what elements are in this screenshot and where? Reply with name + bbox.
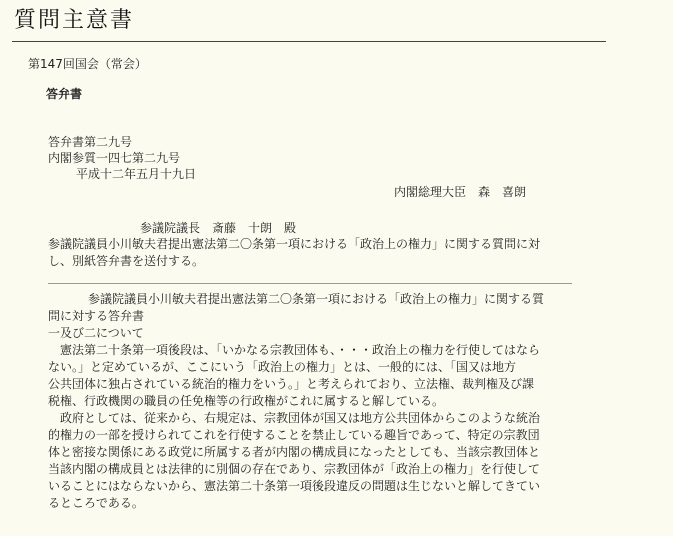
section-label: 一及び二について — [48, 326, 144, 340]
section-divider — [48, 283, 572, 284]
answer-heading-line: 参議院議員小川敏夫君提出憲法第二〇条第一項における「政治上の権力」に関する質 — [88, 292, 545, 306]
paragraph-line: ない。」と定めているが、ここにいう「政治上の権力」とは、一般的には、「国又は地方 — [48, 360, 517, 374]
recipient-line: 参議院議長 斎藤 十朗 殿 — [140, 221, 297, 235]
paragraph-line: 公共団体に独占されている統治的権力をいう。」と考えられており、立法権、裁判権及び課 — [48, 377, 535, 391]
paragraph-line: るところである。 — [48, 496, 144, 510]
paragraph-line: 政府としては、従来から、右規定は、宗教団体が国又は地方公共団体からこのような統治 — [60, 411, 541, 425]
cover-letter-text — [48, 236, 588, 270]
answer-date: 平成十二年五月十九日 — [76, 167, 197, 181]
cabinet-reference-number: 内閣参質一四七第二九号 — [48, 151, 181, 165]
answer-heading-line: 問に対する答弁書 — [48, 309, 145, 323]
title-divider — [12, 41, 606, 42]
sender-prime-minister: 内閣総理大臣 森 喜朗 — [394, 185, 527, 199]
paragraph-line: 税権、行政機関の職員の任免権等の行政権がこれに属すると解している。 — [48, 394, 445, 408]
paragraph-line: 的権力の一部を授けられてこれを行使することを禁止している趣旨であって、特定の宗教団 — [48, 428, 540, 442]
paragraph-line: 憲法第二十条第一項後段は、「いかなる宗教団体も、・・・政治上の権力を行使してはなら — [60, 343, 541, 357]
answer-number: 答弁書第二九号 — [48, 135, 133, 149]
diet-session-label: 第147回国会（常会） — [28, 57, 147, 71]
cover-letter-line: 参議院議員小川敏夫君提出憲法第二〇条第一項における「政治上の権力」に関する質問に対 — [48, 237, 541, 251]
document-type-heading: 答弁書 — [46, 87, 83, 101]
cover-letter-line: し、別紙答弁書を送付する。 — [48, 254, 205, 268]
paragraph-line: 当該内閣の構成員とは法律的に別個の存在であり、宗教団体が「政治上の権力」を行使して — [48, 462, 541, 476]
paragraph-line: いることにはならないから、憲法第二十条第一項後段違反の問題は生じないと解してきてい — [48, 479, 541, 493]
page-title: 質問主意書 — [14, 8, 135, 33]
answer-body — [48, 291, 588, 512]
paragraph-line: 体と密接な関係にある政党に所属する者が内閣の構成員になったとしても、当該宗教団体と — [48, 445, 541, 459]
